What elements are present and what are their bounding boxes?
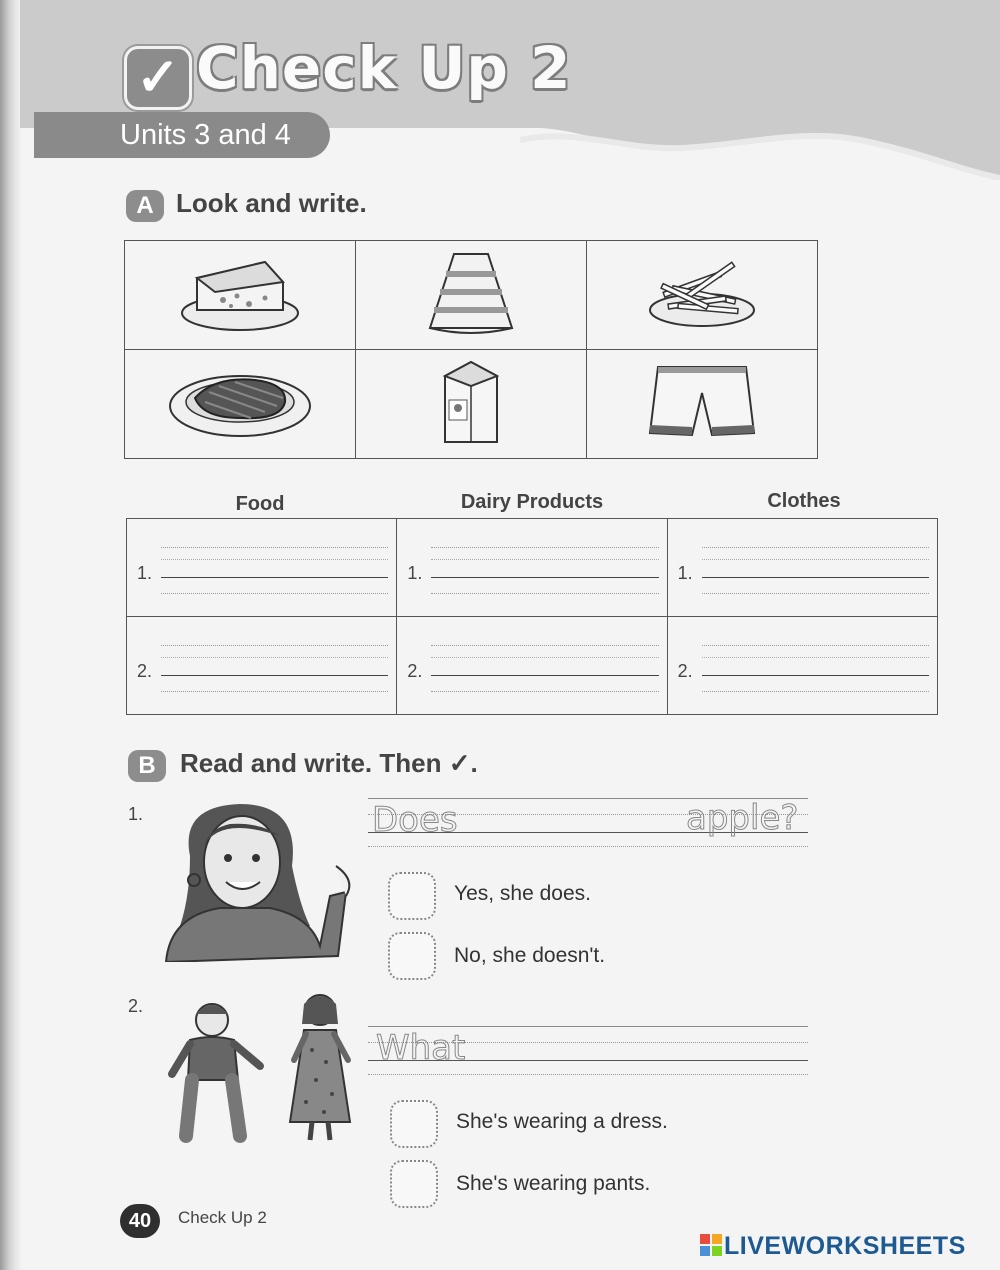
answer-line[interactable] — [161, 675, 388, 676]
cheese-icon — [175, 248, 305, 338]
picture-cell — [356, 241, 587, 350]
question-1-number: 1. — [128, 804, 144, 824]
row-number: 2. — [677, 661, 693, 681]
footer-label: Check Up 2 — [178, 1208, 267, 1227]
trace-word-start: What — [376, 1028, 466, 1068]
shorts-icon — [642, 357, 762, 447]
picture-cell — [587, 350, 818, 459]
page-number-badge: 40 — [120, 1204, 160, 1238]
liveworksheets-logo-icon — [700, 1234, 722, 1256]
french-fries-icon — [642, 248, 762, 338]
column-header-food: Food — [235, 493, 285, 515]
picture-grid — [124, 240, 818, 459]
answer-cell-food-1[interactable] — [127, 519, 397, 617]
book-spine-shadow — [0, 0, 22, 1270]
answer-cell-clothes-2[interactable] — [667, 617, 937, 715]
answer-line[interactable] — [431, 675, 658, 676]
question-1-writing-lines[interactable] — [368, 796, 808, 850]
question-2-number: 2. — [128, 996, 144, 1016]
liveworksheets-watermark[interactable]: LIVEWORKSHEETS — [724, 1232, 966, 1260]
column-header-clothes: Clothes — [767, 490, 841, 512]
answer-line[interactable] — [161, 577, 388, 578]
steak-icon — [165, 362, 315, 442]
answer-cell-food-2[interactable] — [127, 617, 397, 715]
row-number: 2. — [137, 661, 153, 681]
q1-option-2-label: No, she doesn't. — [454, 944, 606, 967]
answer-cell-dairy-2[interactable] — [397, 617, 667, 715]
q2-option-2-label: She's wearing pants. — [456, 1172, 651, 1195]
answer-cell-dairy-1[interactable] — [397, 519, 667, 617]
skirt-icon — [416, 248, 526, 338]
picture-cell — [125, 350, 356, 459]
checkbox-q2-option-1[interactable] — [390, 1100, 438, 1148]
woman-with-banana-illustration — [160, 796, 360, 962]
section-b-badge: B — [128, 750, 166, 782]
answer-line[interactable] — [702, 675, 929, 676]
checkbox-q1-option-1[interactable] — [388, 872, 436, 920]
column-header-dairy: Dairy Products — [460, 491, 604, 513]
question-2-writing-lines[interactable] — [368, 1024, 808, 1078]
row-number: 1. — [677, 563, 693, 583]
row-number: 1. — [137, 563, 153, 583]
trace-word-start: Does — [372, 800, 458, 840]
answer-table — [126, 518, 938, 715]
picture-cell — [125, 241, 356, 350]
answer-line[interactable] — [702, 577, 929, 578]
checkbox-q2-option-2[interactable] — [390, 1160, 438, 1208]
checkmark-icon: ✓ — [124, 46, 192, 110]
milk-carton-icon — [431, 356, 511, 448]
q2-option-1-label: She's wearing a dress. — [456, 1110, 668, 1133]
trace-word-end: apple? — [686, 798, 799, 838]
row-number: 2. — [407, 661, 423, 681]
row-number: 1. — [407, 563, 423, 583]
units-tab: Units 3 and 4 — [34, 112, 330, 158]
checkbox-q1-option-2[interactable] — [388, 932, 436, 980]
picture-cell — [356, 350, 587, 459]
section-b-instruction: Read and write. Then ✓. — [180, 748, 478, 778]
answer-line[interactable] — [431, 577, 658, 578]
boy-and-girl-illustration — [166, 990, 366, 1146]
q1-option-1-label: Yes, she does. — [454, 882, 591, 905]
picture-cell — [587, 241, 818, 350]
answer-cell-clothes-1[interactable] — [667, 519, 937, 617]
section-a-instruction: Look and write. — [176, 188, 367, 218]
page-title: Check Up 2 — [196, 34, 572, 102]
section-a-badge: A — [126, 190, 164, 222]
